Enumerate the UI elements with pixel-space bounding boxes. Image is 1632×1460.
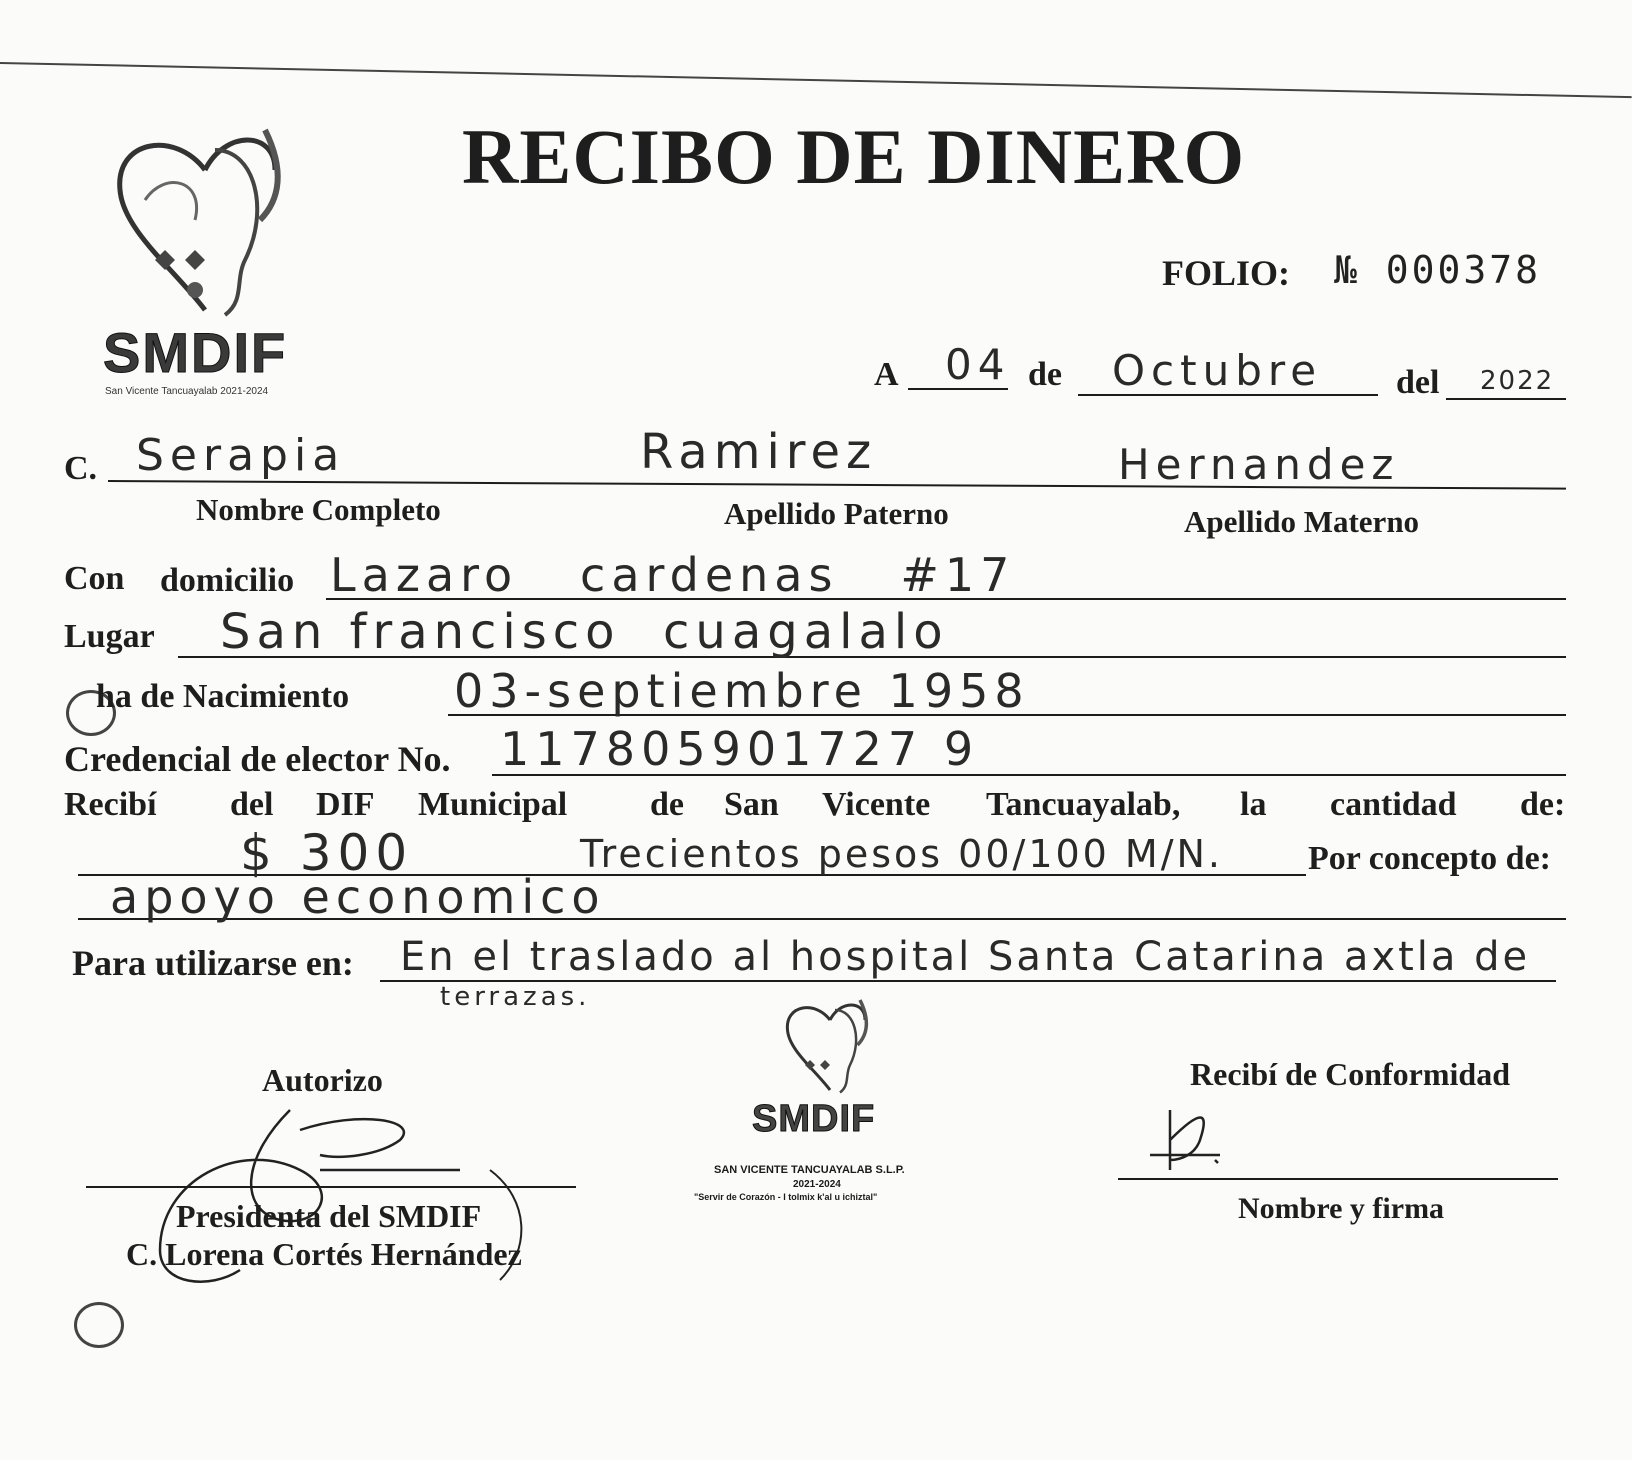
- recibi-w8: Tancuayalab,: [986, 786, 1181, 823]
- domicilio-label-a: Con: [64, 560, 125, 597]
- smdif-caption: San Vicente Tancuayalab 2021-2024: [105, 386, 269, 397]
- date-de: de: [1028, 356, 1062, 393]
- smdif-center-brand: SMDIF: [752, 1098, 876, 1140]
- amount-value: $ 300: [240, 824, 414, 882]
- conformidad-line: [1118, 1178, 1558, 1180]
- label-apellido-paterno: Apellido Paterno: [724, 496, 949, 531]
- domicilio-value: Lazaro cardenas #17: [330, 548, 1016, 602]
- page-title: RECIBO DE DINERO: [462, 113, 1246, 200]
- smdif-center-line3: "Servir de Corazón - I tolmix k'al u ichiztal": [694, 1192, 878, 1202]
- domicilio-label-b: domicilio: [160, 562, 295, 599]
- autorizo-name: C. Lorena Cortés Hernández: [126, 1236, 522, 1272]
- recibi-w4: Municipal: [418, 786, 568, 823]
- nacimiento-value: 03-septiembre 1958: [454, 664, 1030, 718]
- smdif-center-line2: 2021-2024: [793, 1179, 841, 1190]
- utilizarse-label: Para utilizarse en:: [72, 943, 354, 983]
- name-first: Serapia: [136, 430, 346, 481]
- smdif-logo-center: [690, 990, 980, 1220]
- amount-words: Trecientos pesos 00/100 M/N.: [580, 832, 1224, 876]
- date-year: 2022: [1480, 366, 1555, 396]
- conformidad-sign-label: Nombre y firma: [1238, 1192, 1445, 1225]
- credencial-label: Credencial de elector No.: [64, 739, 451, 779]
- recibi-w2: del: [230, 786, 274, 823]
- utilizarse-value-2: terrazas.: [440, 982, 591, 1012]
- recibi-w7: Vicente: [822, 786, 931, 823]
- date-del: del: [1396, 364, 1440, 401]
- name-paterno: Ramirez: [640, 424, 878, 480]
- date-year-line: [1446, 398, 1566, 400]
- smdif-center-line1: SAN VICENTE TANCUAYALAB S.L.P.: [714, 1164, 905, 1176]
- heart-face-logo-icon: [760, 990, 900, 1100]
- conformidad-signature-icon: [1140, 1100, 1260, 1180]
- recibi-w10: cantidad: [1330, 786, 1457, 823]
- concepto-value: apoyo economico: [110, 870, 606, 924]
- date-prefix: A: [874, 356, 899, 393]
- folio-label: FOLIO:: [1162, 253, 1291, 293]
- recibi-w11: de:: [1520, 786, 1566, 823]
- lugar-value: San francisco cuagalalo: [220, 604, 949, 660]
- concepto-label: Por concepto de:: [1308, 840, 1551, 877]
- utilizarse-value: En el traslado al hospital Santa Catarina axtla de: [400, 934, 1531, 980]
- label-nombre-completo: Nombre Completo: [196, 492, 441, 527]
- autorizo-line: [86, 1186, 576, 1188]
- folio-number: № 000378: [1334, 248, 1542, 292]
- lugar-label: Lugar: [64, 618, 155, 655]
- nacimiento-label: ha de Nacimiento: [96, 678, 350, 715]
- date-month: Octubre: [1112, 346, 1323, 395]
- conformidad-label: Recibí de Conformidad: [1190, 1056, 1510, 1092]
- recibi-w5: de: [650, 786, 684, 823]
- name-prefix: C.: [64, 450, 98, 487]
- recibi-w6: San: [724, 786, 779, 823]
- date-day: 04: [945, 340, 1011, 389]
- smdif-brand: SMDIF: [103, 321, 288, 384]
- autorizo-role: Presidenta del SMDIF: [176, 1198, 482, 1234]
- label-apellido-materno: Apellido Materno: [1184, 504, 1420, 539]
- heart-face-logo-icon: [95, 110, 315, 330]
- recibi-w9: la: [1240, 786, 1267, 823]
- punch-hole-icon: [74, 1302, 124, 1348]
- smdif-logo-top: [95, 110, 315, 400]
- name-materno: Hernandez: [1118, 440, 1400, 489]
- recibi-w1: Recibí: [64, 786, 157, 823]
- autorizo-label: Autorizo: [262, 1062, 383, 1098]
- recibi-w3: DIF: [316, 786, 375, 823]
- credencial-value: 117805901727 9: [500, 722, 980, 776]
- paper-top-edge: [0, 62, 1632, 98]
